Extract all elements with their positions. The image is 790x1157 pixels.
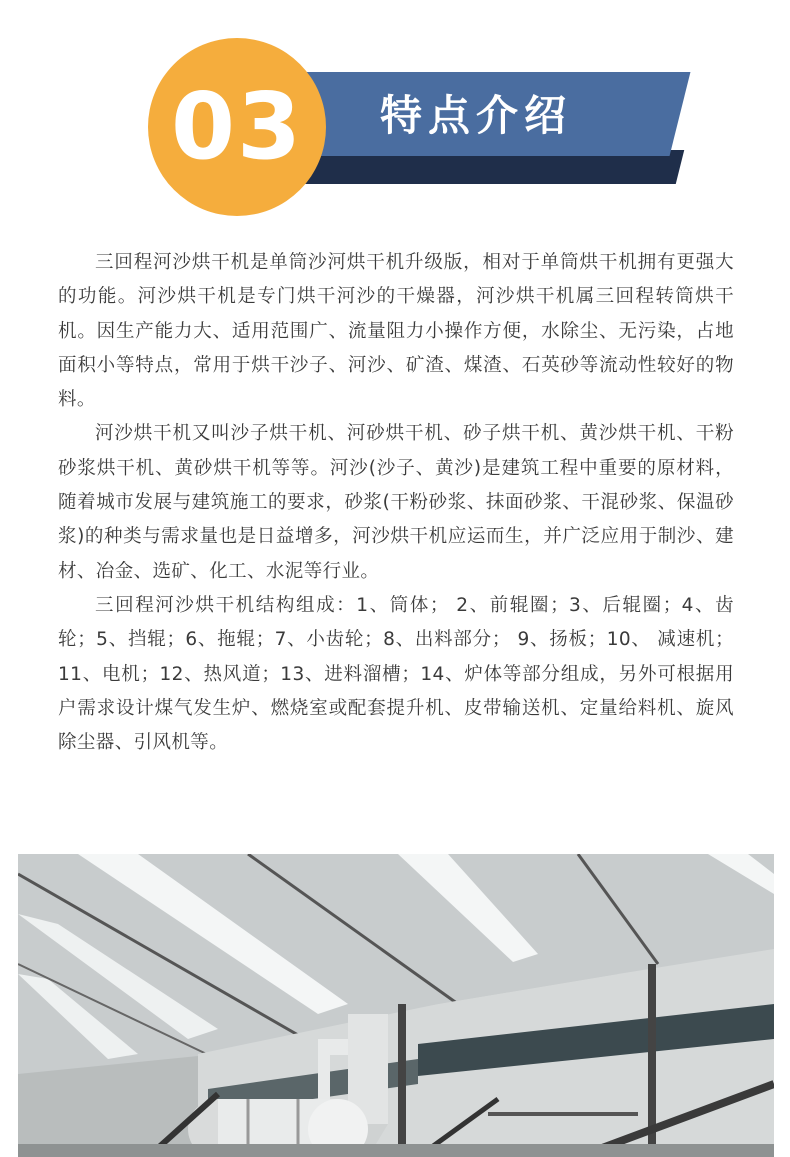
section-number: 03 (170, 73, 304, 180)
section-title: 特点介绍 (380, 91, 573, 140)
factory-photo-illustration (18, 854, 774, 1157)
section-header (0, 0, 790, 230)
paragraph-intro: 三回程河沙烘干机是单筒沙河烘干机升级版，相对于单筒烘干机拥有更强大的功能。河沙烘干机是专门烘干河沙的干燥器，河沙烘干机属三回程转筒烘干机。因生产能力大、适用范围广、流量阻力小操作方便，水除尘、无污染，占地面积小等特点，常用于烘干沙子、河沙、矿渣、煤渣、石英砂等流动性较好的物料。 (58, 252, 734, 411)
factory-photo (18, 854, 774, 1157)
description-text (58, 246, 734, 760)
paragraph-aliases: 河沙烘干机又叫沙子烘干机、河砂烘干机、砂子烘干机、黄沙烘干机、干粉砂浆烘干机、黄砂烘干机等等。河沙(沙子、黄沙)是建筑工程中重要的原材料，随着城市发展与建筑施工的要求，砂浆(干粉砂浆、抹面砂浆、干混砂浆、保温砂浆)的种类与需求量也是日益增多，河沙烘干机应运而生，并广泛应用于制沙、建材、冶金、选矿、化工、水泥等行业。 (58, 423, 734, 582)
paragraph-structure: 三回程河沙烘干机结构组成：1、筒体； 2、前辊圈；3、后辊圈；4、齿轮；5、挡辊；6、拖辊；7、小齿轮；8、出料部分； 9、扬板；10、 减速机；11、电机；12、热风道；13、进料溜槽；14、炉体等部分组成，另外可根据用户需求设计煤气发生炉、燃烧室或配套提升机、皮带输送机、定量给料机、旋风除尘器、引风机等。 (58, 594, 734, 754)
